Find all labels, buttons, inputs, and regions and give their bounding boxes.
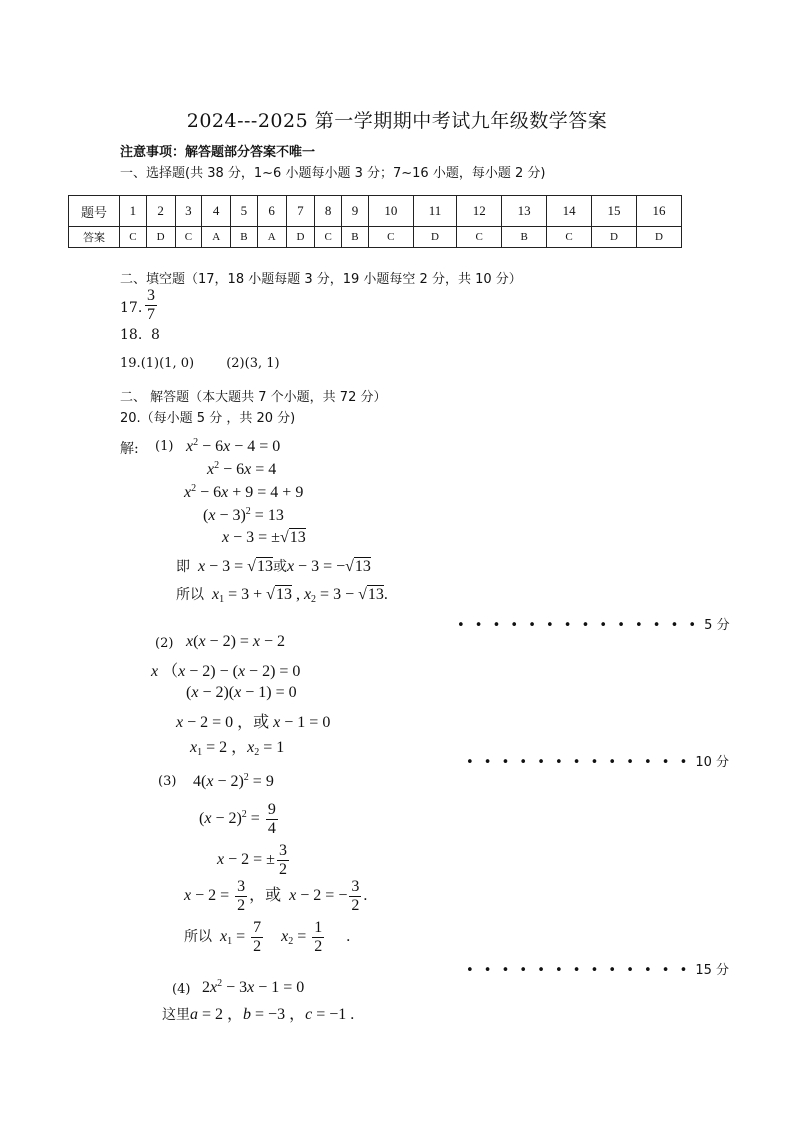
eq2-line4: x − 2 = 0 ，或 x − 1 = 0 [176,714,331,731]
eq1-line6: 即 x − 3 = √13或x − 3 = −√13 [176,558,371,575]
question-number-cell: 1 [120,196,147,227]
score-line-15: • • • • • • • • • • • • • 15 分 [466,963,730,978]
answer-cell: B [231,227,258,248]
eq1-line1: $x^2 - 6x - 4 = 0$ [186,437,281,455]
section-fill-heading: 二、填空题（17，18 小题每题 3 分，19 小题每空 2 分，共 10 分） [120,272,522,287]
row-label-number: 题号 [69,196,120,227]
part4-label: (4) [172,982,191,997]
question-number-cell: 10 [368,196,413,227]
suoyi-text: 所以 [176,588,204,603]
answer-cell: C [120,227,147,248]
huo-text: 或 [272,560,287,575]
answer-cell: C [368,227,413,248]
answer-table [68,195,682,248]
answer-cell: B [342,227,369,248]
answer-cell: C [457,227,502,248]
question-number-cell: 9 [342,196,369,227]
q18-label: 18. [120,327,143,343]
question-number-cell: 8 [315,196,342,227]
suoyi-text-2: 所以 [184,930,212,946]
eq2-line1: x(x − 2) = x − 2 [186,633,286,650]
q19-row [120,356,280,371]
part3-label: (3) [158,774,177,789]
question-number-cell: 15 [592,196,637,227]
question-number-cell: 11 [413,196,456,227]
solution-label: 解: [120,441,139,457]
answer-cell: D [636,227,681,248]
row-label-answer: 答案 [69,227,120,248]
answer-cell: D [286,227,315,248]
eq3-line1: $4(x - 2)^2 = 9$ [193,772,274,790]
eq1-line3: $x^2 - 6x + 9 = 4 + 9$ [184,483,304,501]
q19-answer2: (3, 1) [244,356,280,371]
eq3-line5: 所以 $x_1$ = $\frac{7}{2}$ $x_2$ = $\frac{1}{2}$ . [184,919,351,955]
part1-label: (1) [155,439,174,454]
q19-part2: (2) [226,356,245,371]
eq1-line4: $(x - 3)^2 = 13$ [203,506,284,524]
eq4-line2: 这里a = 2 ，b = −3 ，c = −1 . [162,1006,355,1023]
part2-label: (2) [155,636,174,651]
eq1-line2: $x^2 - 6x = 4$ [207,460,277,478]
eq2-line2: x （x − 2) − (x − 2) = 0 [151,663,301,680]
answer-cell: C [175,227,202,248]
q20-heading: 20.（每小题 5 分 ，共 20 分) [120,411,296,426]
answer-cell: A [202,227,231,248]
question-number-cell: 13 [502,196,547,227]
section-choice-heading: 一、选择题(共 38 分，1~6 小题每小题 3 分；7~16 小题，每小题 2 分) [120,166,546,181]
score-15: 15 分 [695,963,730,978]
section-solve-heading: 二、 解答题（本大题共 7 个小题，共 72 分） [120,390,387,405]
q17-numerator: 3 [147,287,155,304]
q17-denominator: 7 [147,306,155,323]
page-title: 2024---2025 第一学期期中考试九年级数学答案 [186,110,608,132]
q18-answer: 8 [151,327,160,343]
question-number-cell: 7 [286,196,315,227]
answer-cell: D [592,227,637,248]
question-number-cell: 6 [257,196,286,227]
eq3-line2: $(x - 2)^2$ = $\frac{9}{4}$ [199,801,276,837]
notice: 注意事项：解答题部分答案不唯一 [120,145,316,160]
q19-part1: (1) [140,356,160,371]
score-5: 5 分 [704,618,730,633]
table-row-answers [69,227,682,248]
ji-text: 即 [176,560,190,575]
question-number-cell: 3 [175,196,202,227]
eq1-line5: x − 3 = ±√13 [222,529,306,546]
answer-cell: D [413,227,456,248]
question-number-cell: 2 [146,196,175,227]
q17-answer [143,287,159,324]
question-number-cell: 4 [202,196,231,227]
question-number-cell: 16 [636,196,681,227]
answer-cell: C [315,227,342,248]
eq4-line1: $2x^2 - 3x - 1 = 0$ [202,978,305,996]
answer-cell: D [146,227,175,248]
zheli-text: 这里 [162,1008,190,1023]
question-number-cell: 5 [231,196,258,227]
answer-cell: C [547,227,592,248]
score-line-10: • • • • • • • • • • • • • 10 分 [466,755,730,770]
eq3-line4: x − 2 = $\frac{3}{2}$ ，或 x − 2 = − $\frac{3}{2}$ . [184,878,368,914]
eq3-line3: x − 2 = ± $\frac{3}{2}$ [217,842,287,878]
eq2-line3: (x − 2)(x − 1) = 0 [186,684,297,701]
eq1-line7: 所以 $x_1 = 3 + √13$ , $x_2 = 3 - √13$. [176,586,388,605]
answer-cell: A [257,227,286,248]
score-10: 10 分 [695,755,730,770]
question-number-cell: 12 [457,196,502,227]
q19-answer1: (1, 0) [159,356,195,371]
score-line-5: • • • • • • • • • • • • • • 5 分 [457,618,730,633]
eq2-line5: $x_1 = 2$ ，$x_2 = 1$ [190,739,285,758]
table-row-numbers [69,196,682,227]
q17-label: 17. [120,300,143,316]
answer-cell: B [502,227,547,248]
question-number-cell: 14 [547,196,592,227]
q19-label: 19. [120,356,141,371]
